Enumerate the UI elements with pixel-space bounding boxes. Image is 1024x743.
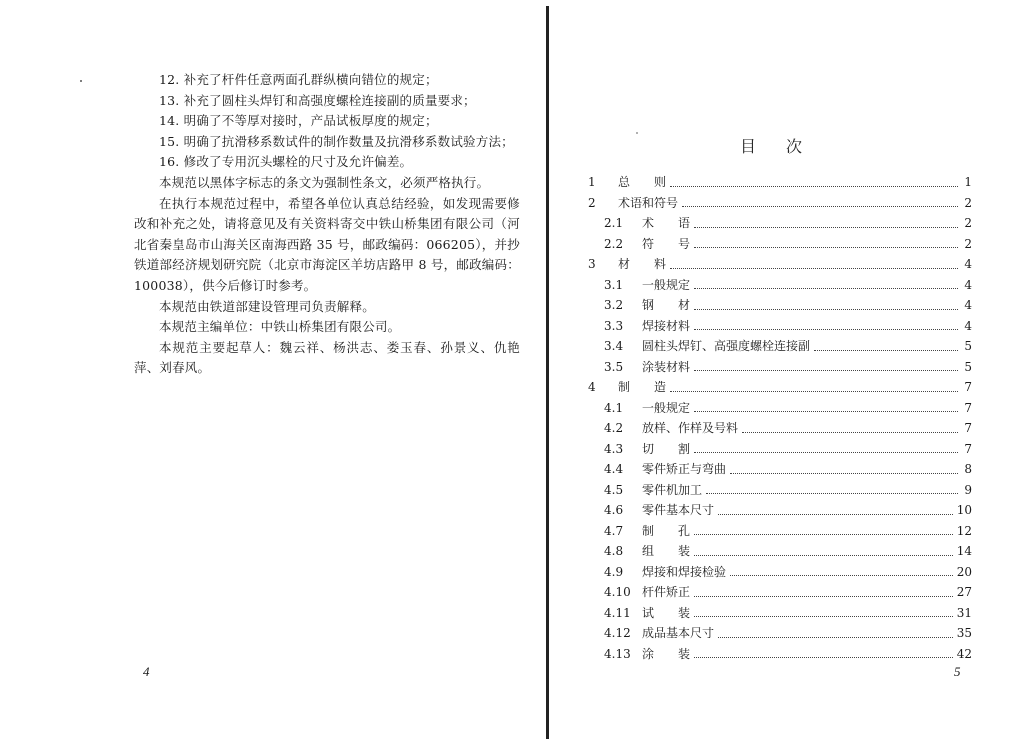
toc-entry-page: 5 [964,359,972,374]
toc-entry-number: 4.2 [604,421,624,435]
toc-leader-dots [694,401,958,412]
toc-leader-dots [742,422,958,433]
scan-speck [80,80,82,82]
page-number-right: 5 [954,664,961,679]
paragraph: 12. 补充了杆件任意两面孔群纵横向错位的规定； [159,72,438,87]
toc-leader-dots [730,565,953,576]
toc-entry-number: 3.1 [604,277,624,292]
toc-entry[interactable] [588,623,972,644]
toc-entry-number: 3.4 [604,339,624,353]
toc-entry-page: 27 [956,585,972,599]
toc-entry-number: 4.4 [604,462,624,476]
toc-entry-page: 42 [956,646,972,661]
toc-entry[interactable] [588,418,972,439]
toc-entry-page: 1 [964,175,972,189]
toc-entry[interactable] [588,582,972,603]
toc-leader-dots [670,381,958,392]
toc-entry-title: 组 装 [642,544,691,558]
toc-entry-number: 4.1 [604,400,624,415]
page-number-left: 4 [143,664,150,679]
toc-entry-page: 35 [956,626,972,640]
toc-entry-number: 3 [588,257,596,271]
toc-entry[interactable] [588,562,972,583]
toc-entry-page: 20 [956,564,972,579]
toc-entry[interactable] [588,439,972,460]
toc-leader-dots [694,278,958,289]
toc-entry-title: 零件机加工 [642,482,703,497]
toc-entry-title: 一般规定 [642,400,691,415]
toc-entry-number: 2.2 [604,236,624,251]
toc-leader-dots [730,463,958,474]
toc-leader-dots [694,442,958,453]
toc-entry-page: 4 [964,318,972,333]
toc-entry-page: 31 [956,605,972,620]
toc-entry-number: 4.13 [604,646,631,661]
toc-entry-title: 杆件矫正 [642,585,691,599]
toc-entry-page: 12 [956,523,972,538]
toc-entry[interactable] [588,254,972,275]
toc-entry-page: 8 [964,462,972,476]
toc-leader-dots [706,483,958,494]
toc-title: 目次 [740,137,833,156]
toc-entry-page: 7 [964,421,972,435]
toc-entry-title: 制 孔 [642,523,691,538]
toc-entry-number: 4.9 [604,564,624,579]
toc-entry-page: 4 [964,257,972,271]
toc-entry-page: 10 [956,503,972,517]
toc-leader-dots [814,340,958,351]
toc-entry-number: 2 [588,195,596,210]
toc-entry[interactable] [588,295,972,316]
toc-entry-page: 14 [956,544,972,558]
toc-entry-number: 1 [588,175,596,189]
paragraph: 本规范主编单位：中铁山桥集团有限公司。 [159,319,401,335]
toc-entry[interactable] [588,357,972,378]
toc-entry[interactable] [588,193,972,214]
toc-leader-dots [670,176,958,187]
toc-entry[interactable] [588,316,972,337]
toc-entry-title: 制 造 [618,380,667,394]
toc-entry-title: 一般规定 [642,277,691,292]
toc-entry[interactable] [588,644,972,665]
paragraph: 16. 修改了专用沉头螺栓的尺寸及允许偏差。 [159,154,413,170]
table-of-contents [588,172,972,664]
toc-entry-title: 涂 装 [642,646,691,661]
toc-entry-page: 4 [964,298,972,312]
toc-entry[interactable] [588,603,972,624]
toc-entry[interactable] [588,377,972,398]
toc-entry-number: 3.3 [604,318,624,333]
paragraph: 15. 明确了抗滑移系数试件的制作数量及抗滑移系数试验方法； [159,133,514,149]
toc-entry[interactable] [588,500,972,521]
toc-entry-title: 圆柱头焊钉、高强度螺栓连接副 [642,339,811,353]
paragraph: 在执行本规范过程中，希望各单位认真总结经验，如发现需要修改和补充之处，请将意见及有关资料寄交中铁山桥集团有限公司（河北省秦皇岛市山海关区南海西路 35 号，邮政编码：066205），并抄铁道部经济规划研究院（北京市海淀区羊坊店路甲 8 号，邮政编码：100038），供今后修订时参考。 [134,195,520,293]
toc-entry-title: 试 装 [642,605,691,620]
toc-entry-title: 焊接材料 [642,318,691,333]
toc-leader-dots [694,319,958,330]
toc-entry-title: 术 语 [642,216,691,230]
toc-entry-number: 4.6 [604,503,624,517]
toc-entry-number: 4.3 [604,441,624,456]
toc-entry-number: 3.2 [604,298,624,312]
toc-entry-number: 2.1 [604,216,624,230]
scan-speck [636,132,638,134]
toc-entry-page: 9 [964,482,972,497]
toc-entry-page: 7 [964,380,972,394]
toc-leader-dots [694,647,953,658]
paragraph: 本规范以黑体字标志的条文为强制性条文，必须严格执行。 [159,174,490,190]
toc-entry-title: 切 割 [642,441,691,456]
toc-entry-page: 4 [964,277,972,292]
toc-entry-title: 成品基本尺寸 [642,626,715,640]
paragraph: 本规范由铁道部建设管理司负责解释。 [159,298,375,314]
preface-text [134,70,520,379]
toc-entry[interactable] [588,521,972,542]
toc-entry-title: 涂装材料 [642,359,691,374]
toc-leader-dots [694,217,958,228]
toc-entry-page: 2 [964,195,972,210]
toc-entry[interactable] [588,213,972,234]
toc-entry-title: 钢 材 [642,298,691,312]
toc-leader-dots [718,627,953,638]
toc-entry-number: 4 [588,380,596,394]
toc-entry-title: 符 号 [642,236,691,251]
toc-entry-title: 放样、作样及号料 [642,421,739,435]
toc-entry-title: 术语和符号 [618,195,679,210]
toc-entry-number: 4.12 [604,626,631,640]
toc-entry[interactable] [588,234,972,255]
toc-leader-dots [694,586,953,597]
toc-leader-dots [718,504,953,515]
toc-entry[interactable] [588,541,972,562]
toc-entry-number: 3.5 [604,359,624,374]
toc-leader-dots [694,524,953,535]
book-spine [546,6,549,739]
paragraph: 本规范主要起草人：魏云祥、杨洪志、娄玉春、孙景义、仇艳萍、刘春风。 [134,339,520,376]
toc-entry[interactable] [588,336,972,357]
toc-leader-dots [694,606,953,617]
toc-entry-page: 5 [964,339,972,353]
toc-entry-number: 4.8 [604,544,624,558]
toc-entry-number: 4.7 [604,523,624,538]
toc-leader-dots [670,258,958,269]
toc-entry[interactable] [588,172,972,193]
toc-entry-title: 材 料 [618,257,667,271]
toc-entry-page: 2 [964,216,972,230]
paragraph: 13. 补充了圆柱头焊钉和高强度螺栓连接副的质量要求； [159,92,476,108]
toc-entry-title: 总 则 [618,175,667,189]
paragraph: 14. 明确了不等厚对接时，产品试板厚度的规定； [159,113,438,129]
toc-entry-number: 4.11 [604,605,631,620]
toc-entry-page: 7 [964,400,972,415]
toc-entry-page: 7 [964,441,972,456]
toc-leader-dots [694,360,958,371]
toc-entry-number: 4.10 [604,585,631,599]
toc-entry-page: 2 [964,236,972,251]
toc-entry[interactable] [588,480,972,501]
toc-entry-title: 零件基本尺寸 [642,503,715,517]
toc-entry-title: 焊接和焊接检验 [642,564,727,579]
toc-entry-title: 零件矫正与弯曲 [642,462,727,476]
toc-entry[interactable] [588,459,972,480]
toc-leader-dots [694,545,953,556]
toc-leader-dots [682,196,958,207]
toc-leader-dots [694,237,958,248]
toc-entry-number: 4.5 [604,482,624,497]
toc-leader-dots [694,299,958,310]
toc-entry[interactable] [588,275,972,296]
toc-entry[interactable] [588,398,972,419]
